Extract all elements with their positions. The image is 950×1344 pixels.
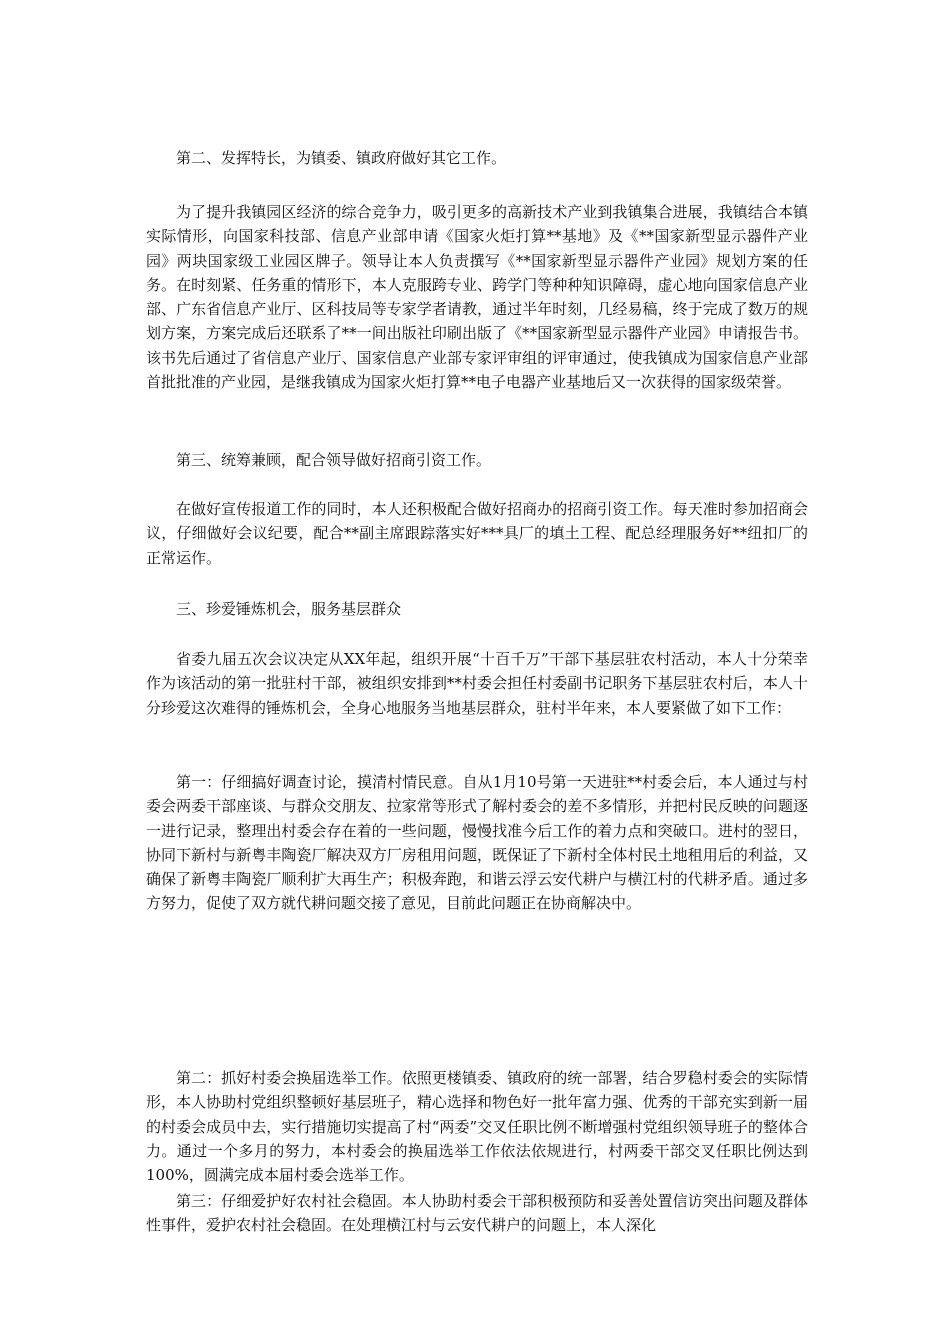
paragraph-village-program: 省委九届五次会议决定从XX年起，组织开展“十百千万”干部下基层驻农村活动，本人十分荣幸作为该活动的第一批驻村干部，被组织安排到**村委会担任村委副书记职务下基层驻农村后，本人十分珍爱这次难得的锤炼机会，全身心地服务当地基层群众，驻村半年来，本人要紧做了如下工作： — [146, 650, 808, 717]
paragraph-industrial-park: 为了提升我镇园区经济的综合竞争力，吸引更多的高新技术产业到我镇集合进展，我镇结合本镇实际情形，向国家科技部、信息产业部申请《国家火炬打算**基地》及《**国家新型显示器件产业园》两块国家级工业园区牌子。领导让本人负责撰写《**国家新型显示器件产业园》规划方案的任务。在时刻紧、任务重的情形下，本人克服跨专业、跨学门等种种知识障碍，虚心地向国家信息产业部、广东省信息产业厅、区科技局等专家学者请教，通过半年时刻，几经易稿，终于完成了数万的规划方案，方案完成后还联系了**一间出版社印刷出版了《**国家新型显示器件产业园》申请报告书。该书先后通过了省信息产业厅、国家信息产业部专家评审组的评审通过，使我镇成为国家信息产业部首批批准的产业园，是继我镇成为国家火炬打算**电子电器产业基地后又一次获得的国家级荣誉。 — [146, 203, 808, 392]
paragraph-first-task: 第一：仔细搞好调查讨论，摸清村情民意。自从1月10号第一天进驻**村委会后，本人通过与村委会两委干部座谈、与群众交朋友、拉家常等形式了解村委会的差不多情形，并把村民反映的问题逐一进行记录，整理出村委会存在着的一些问题，慢慢找准今后工作的着力点和突破口。进村的翌日，协同下新村与新粤丰陶瓷厂解决双方厂房租用问题，既保证了下新村全体村民土地租用后的利益，又确保了新粤丰陶瓷厂顺利扩大再生产；积极奔跑，和谐云浮云安代耕户与横江村的代耕矛盾。通过多方努力，促使了双方就代耕问题交接了意见，目前此问题正在协商解决中。 — [146, 773, 808, 913]
paragraph-investment: 在做好宣传报道工作的同时，本人还积极配合做好招商办的招商引资工作。每天准时参加招商会议，仔细做好会议纪要，配合**副主席跟踪落实好***具厂的填土工程、配总经理服务好**纽扣厂的正常运作。 — [146, 500, 808, 567]
paragraph-second-task: 第二：抓好村委会换届选举工作。依照更楼镇委、镇政府的统一部署，结合罗稳村委会的实际情形，本人协助村党组织整顿好基层班子，精心选择和物色好一批年富力强、优秀的干部充实到新一届的村委会成员中去，实行措施切实提高了村“两委”交叉任职比例不断增强村党组织领导班子的整体合力。通过一个多月的努力，本村委会的换届选举工作依法依规进行，村两委干部交叉任职比例达到100%，圆满完成本届村委会选举工作。 — [146, 1069, 808, 1185]
document-page — [146, 0, 808, 1344]
section-heading-grassroots: 三、珍爱锤炼机会，服务基层群众 — [176, 600, 402, 618]
section-heading-3: 第三、统筹兼顾，配合领导做好招商引资工作。 — [176, 451, 492, 469]
paragraph-third-task: 第三：仔细爱护好农村社会稳固。本人协助村委会干部积极预防和妥善处置信访突出问题及群体性事件，爱护农村社会稳固。在处理横江村与云安代耕户的问题上，本人深化 — [146, 1192, 808, 1235]
section-heading-2: 第二、发挥特长，为镇委、镇政府做好其它工作。 — [176, 149, 507, 167]
